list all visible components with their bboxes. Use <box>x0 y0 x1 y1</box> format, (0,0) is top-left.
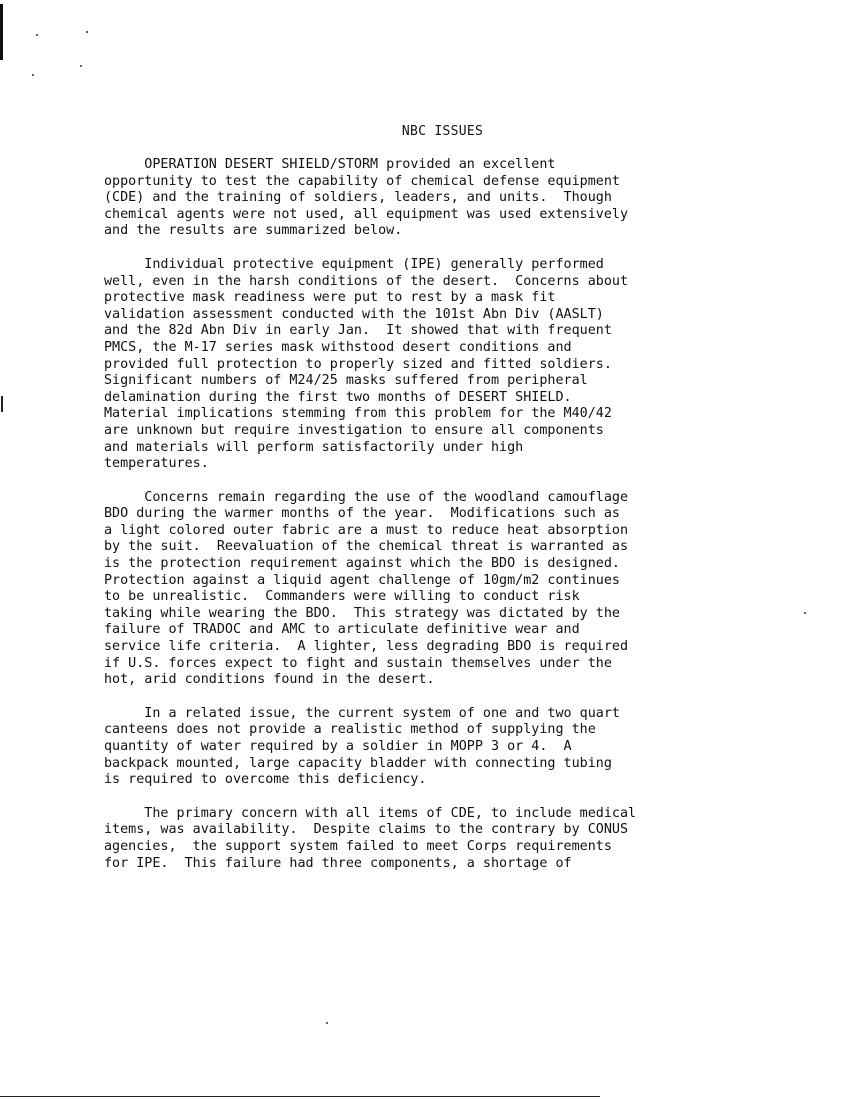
scan-edge-tick <box>1 396 3 412</box>
bottom-rule <box>0 1096 600 1097</box>
paragraph-desert-shield-overview: OPERATION DESERT SHIELD/STORM provided an excellent opportunity to test the capability of chemical defense equipment (CDE) and the training of soldiers, leaders, and units. Though chemical agents were not used, all equipment was used extensively and the results are summarized below. <box>104 157 629 239</box>
page-title: NBC ISSUES <box>401 124 484 139</box>
scan-speck <box>804 612 806 614</box>
scan-speck <box>86 31 88 33</box>
scan-speck <box>80 65 82 67</box>
scan-speck <box>36 34 38 36</box>
paragraph-individual-protective-equipment: Individual protective equipment (IPE) generally performed well, even in the harsh conditions of the desert. Concerns about protective mask readiness were put to rest by a mask fit validation assessment conducted with the 101st Abn Div (AASLT) and the 82d Abn Div in early Jan. It showed that with frequent PMCS, the M-17 series mask withstood desert conditions and provided full protection to properly sized and fitted soldiers. Significant numbers of M24/25 masks suffered from peripheral delamination during the first two months of DESERT SHIELD. Material implications stemming from this problem for the M40/42 are unknown but require investigation to ensure all components and materials will perform satisfactorily under high temperatures. <box>104 256 629 472</box>
paragraph-cde-availability: The primary concern with all items of CDE, to include medical items, was availability. Despite claims to the contrary by CONUS agencies, the support system failed to meet Corps requirements for IPE. This failure had three components, a shortage of <box>104 805 637 871</box>
body-text <box>104 157 784 889</box>
scan-edge-mark <box>0 4 3 60</box>
paragraph-canteen-issue: In a related issue, the current system of one and two quart canteens does not provide a realistic method of supplying the quantity of water required by a soldier in MOPP 3 or 4. A backpack mounted, large capacity bladder with connecting tubing is required to overcome this deficiency. <box>104 705 620 788</box>
scan-speck <box>32 74 34 76</box>
scan-speck <box>326 1022 328 1024</box>
paragraph-bdo-concerns: Concerns remain regarding the use of the woodland camouflage BDO during the warmer months of the year. Modifications such as a light colored outer fabric are a must to reduce heat absorption by the suit. Reevaluation of the chemical threat is warranted as is the protection requirement against which the BDO is designed. Protection against a liquid agent challenge of 10gm/m2 continues to be unrealistic. Commanders were willing to conduct risk taking while wearing the BDO. This strategy was dictated by the failure of TRADOC and AMC to articulate definitive wear and service life criteria. A lighter, less degrading BDO is required if U.S. forces expect to fight and sustain themselves under the hot, arid conditions found in the desert. <box>104 489 629 688</box>
